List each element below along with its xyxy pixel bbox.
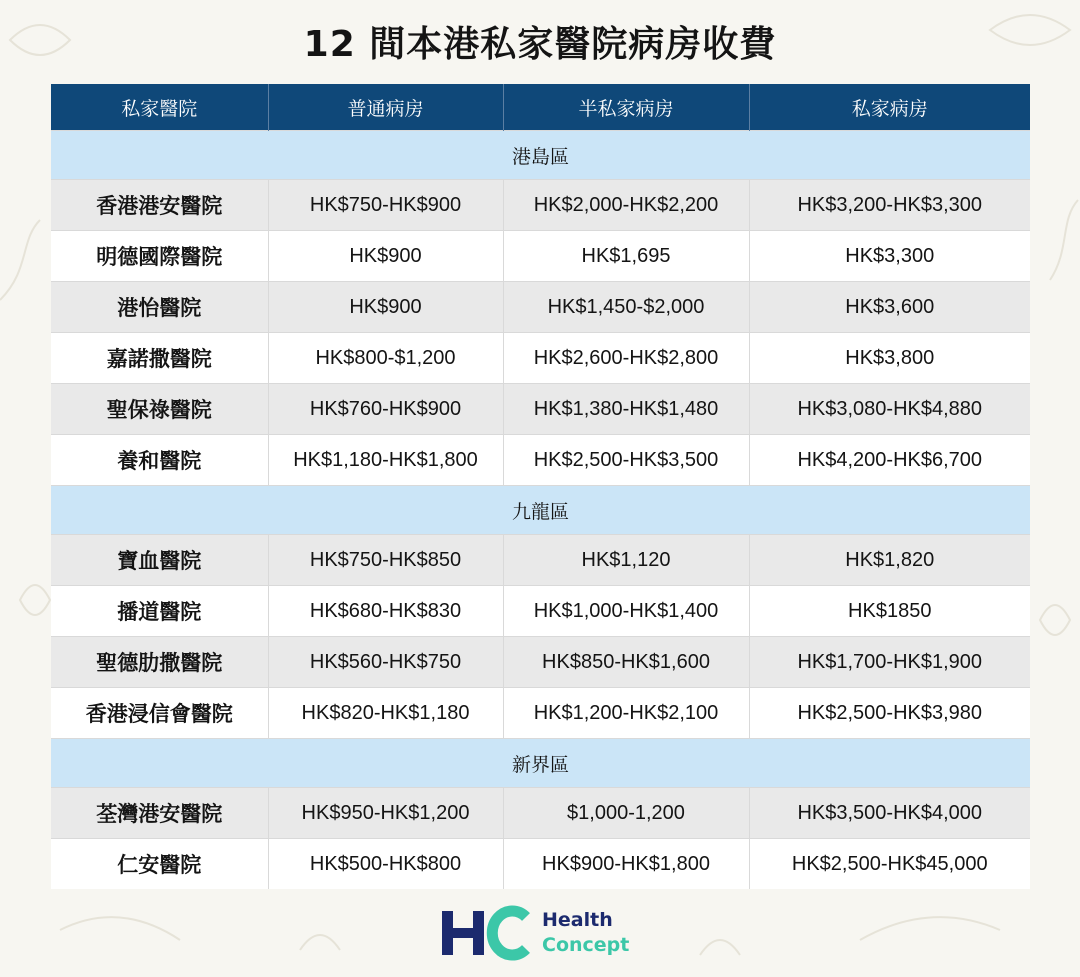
table-row <box>51 282 1030 333</box>
private-ward-price: HK$1,700-HK$1,900 <box>749 637 1030 688</box>
general-ward-price: HK$750-HK$900 <box>268 180 503 231</box>
general-ward-price: HK$900 <box>268 231 503 282</box>
hospital-name-cell: 養和醫院 <box>51 435 268 486</box>
hospital-name-cell: 聖德肋撒醫院 <box>51 637 268 688</box>
logo-line-health: Health <box>542 909 613 931</box>
table-row <box>51 231 1030 282</box>
hc-logo-icon <box>440 905 532 961</box>
general-ward-price: HK$1,180-HK$1,800 <box>268 435 503 486</box>
table-row <box>51 586 1030 637</box>
semi-private-ward-price: HK$850-HK$1,600 <box>503 637 749 688</box>
price-table <box>51 84 1030 889</box>
hospital-name-cell: 仁安醫院 <box>51 839 268 890</box>
private-ward-price: HK$3,300 <box>749 231 1030 282</box>
semi-private-ward-price: HK$2,500-HK$3,500 <box>503 435 749 486</box>
table-row <box>51 688 1030 739</box>
private-ward-price: HK$4,200-HK$6,700 <box>749 435 1030 486</box>
region-label: 新界區 <box>51 739 1030 788</box>
logo-line-concept: Concept <box>542 934 630 956</box>
semi-private-ward-price: HK$1,200-HK$2,100 <box>503 688 749 739</box>
region-label: 九龍區 <box>51 486 1030 535</box>
general-ward-price: HK$560-HK$750 <box>268 637 503 688</box>
general-ward-price: HK$820-HK$1,180 <box>268 688 503 739</box>
table-body <box>51 131 1030 890</box>
semi-private-ward-price: HK$1,695 <box>503 231 749 282</box>
general-ward-price: HK$500-HK$800 <box>268 839 503 890</box>
semi-private-ward-price: HK$2,600-HK$2,800 <box>503 333 749 384</box>
header-private-ward: 私家病房 <box>749 84 1030 131</box>
health-concept-logo <box>440 903 629 963</box>
general-ward-price: HK$950-HK$1,200 <box>268 788 503 839</box>
private-ward-price: HK$1,820 <box>749 535 1030 586</box>
semi-private-ward-price: HK$2,000-HK$2,200 <box>503 180 749 231</box>
table-row <box>51 180 1030 231</box>
table-header-row <box>51 84 1030 131</box>
page-title: 12 間本港私家醫院病房收費 <box>303 24 777 65</box>
hospital-name-cell: 荃灣港安醫院 <box>51 788 268 839</box>
hospital-name-cell: 播道醫院 <box>51 586 268 637</box>
private-ward-price: HK$2,500-HK$45,000 <box>749 839 1030 890</box>
hospital-name-cell: 明德國際醫院 <box>51 231 268 282</box>
private-ward-price: HK$3,800 <box>749 333 1030 384</box>
private-ward-price: HK$1850 <box>749 586 1030 637</box>
header-semi-private-ward: 半私家病房 <box>503 84 749 131</box>
hospital-name-cell: 聖保祿醫院 <box>51 384 268 435</box>
private-ward-price: HK$3,200-HK$3,300 <box>749 180 1030 231</box>
region-label: 港島區 <box>51 131 1030 180</box>
header-hospital: 私家醫院 <box>51 84 268 131</box>
semi-private-ward-price: HK$1,120 <box>503 535 749 586</box>
table-row <box>51 333 1030 384</box>
table-row <box>51 788 1030 839</box>
region-row <box>51 739 1030 788</box>
general-ward-price: HK$680-HK$830 <box>268 586 503 637</box>
table-row <box>51 535 1030 586</box>
region-row <box>51 131 1030 180</box>
general-ward-price: HK$800-$1,200 <box>268 333 503 384</box>
table-row <box>51 839 1030 890</box>
private-ward-price: HK$3,500-HK$4,000 <box>749 788 1030 839</box>
table-row <box>51 384 1030 435</box>
semi-private-ward-price: $1,000-1,200 <box>503 788 749 839</box>
general-ward-price: HK$900 <box>268 282 503 333</box>
region-row <box>51 486 1030 535</box>
semi-private-ward-price: HK$1,450-$2,000 <box>503 282 749 333</box>
hospital-name-cell: 香港浸信會醫院 <box>51 688 268 739</box>
hospital-name-cell: 港怡醫院 <box>51 282 268 333</box>
private-ward-price: HK$3,600 <box>749 282 1030 333</box>
hospital-name-cell: 寶血醫院 <box>51 535 268 586</box>
hospital-name-cell: 嘉諾撒醫院 <box>51 333 268 384</box>
table-row <box>51 637 1030 688</box>
semi-private-ward-price: HK$900-HK$1,800 <box>503 839 749 890</box>
hospital-name-cell: 香港港安醫院 <box>51 180 268 231</box>
general-ward-price: HK$760-HK$900 <box>268 384 503 435</box>
semi-private-ward-price: HK$1,000-HK$1,400 <box>503 586 749 637</box>
header-general-ward: 普通病房 <box>268 84 503 131</box>
private-ward-price: HK$3,080-HK$4,880 <box>749 384 1030 435</box>
table-row <box>51 435 1030 486</box>
private-ward-price: HK$2,500-HK$3,980 <box>749 688 1030 739</box>
semi-private-ward-price: HK$1,380-HK$1,480 <box>503 384 749 435</box>
general-ward-price: HK$750-HK$850 <box>268 535 503 586</box>
